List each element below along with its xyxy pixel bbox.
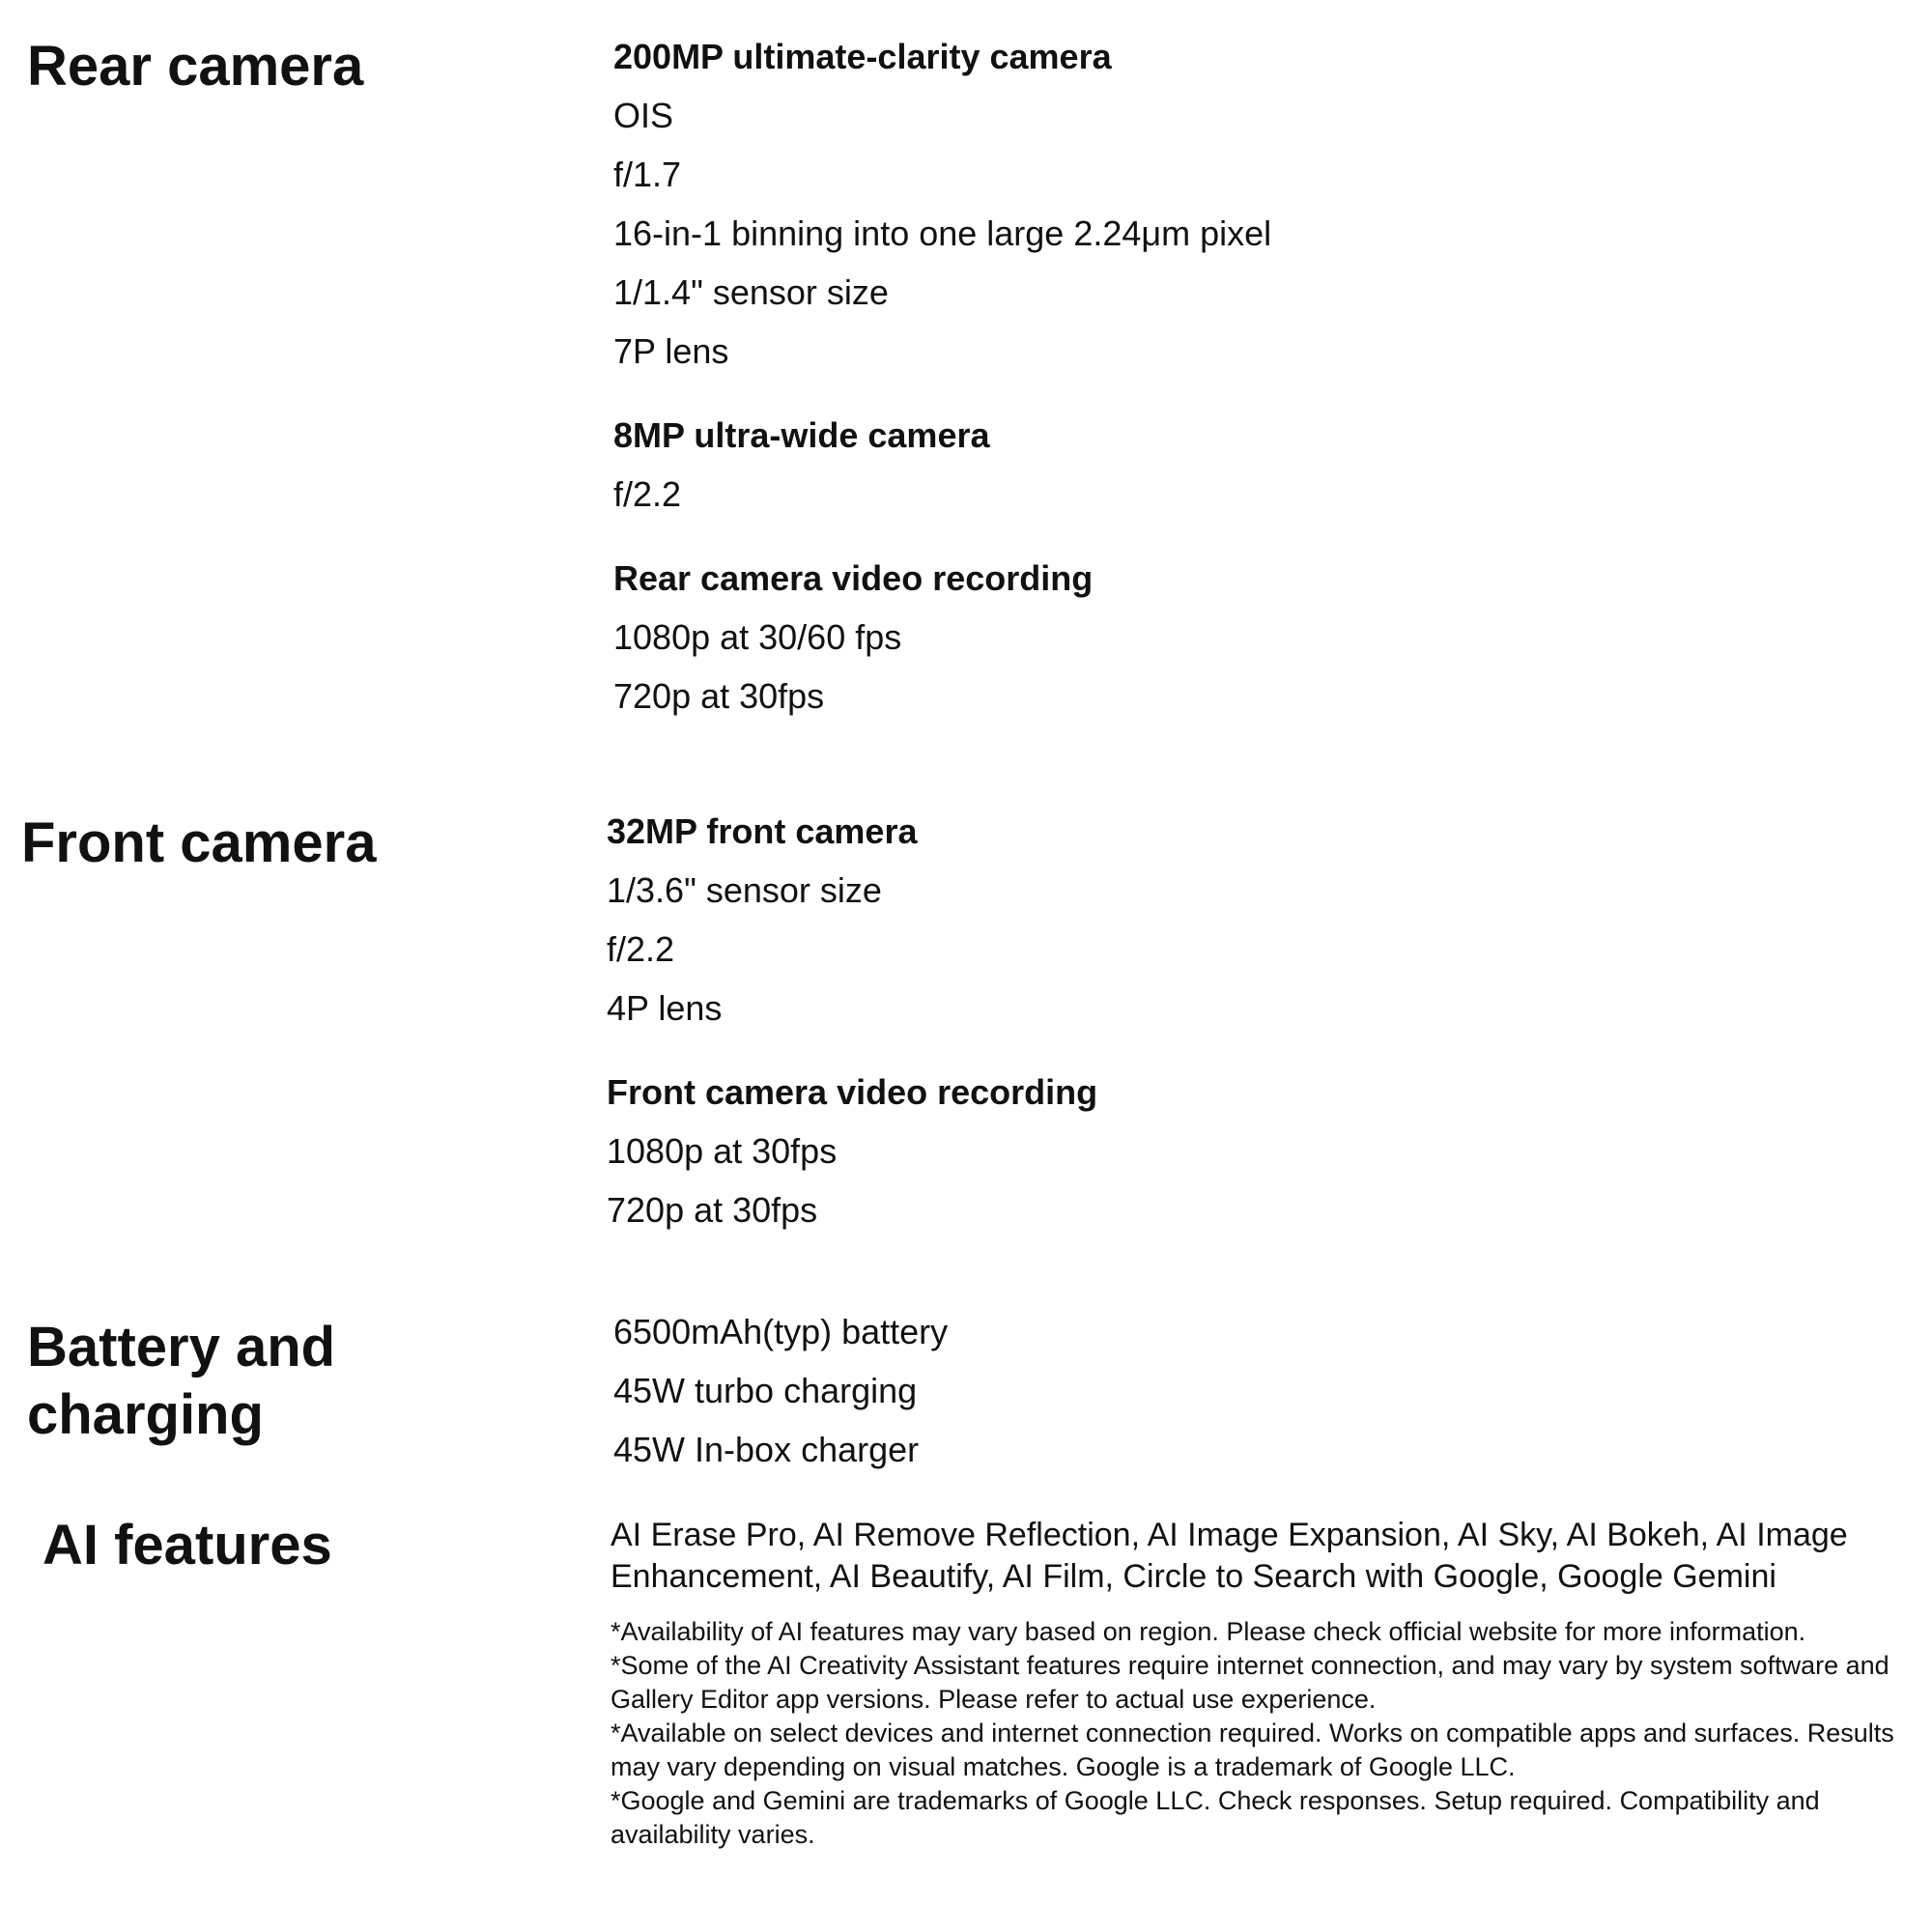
spec-item: f/2.2 (607, 929, 675, 969)
spec-item: 1/1.4" sensor size (613, 272, 889, 312)
spec-item: 16-in-1 binning into one large 2.24μm pixel (613, 213, 1272, 253)
front-main-camera-group (607, 802, 1097, 1037)
rear-camera-heading: Rear camera (27, 35, 364, 98)
footnote: *Some of the AI Creativity Assistant features require internet connection, and may vary by system software and Gallery Editor app versions. Please refer to actual use experience. (611, 1651, 1889, 1714)
spec-item: 6500mAh(typ) battery (613, 1312, 949, 1351)
spec-item: 1/3.6" sensor size (607, 870, 882, 910)
rear-video-group (613, 549, 1271, 725)
spec-item: f/1.7 (613, 155, 682, 194)
rear-video-title: Rear camera video recording (613, 558, 1094, 598)
spec-item: 1080p at 30/60 fps (613, 617, 902, 657)
spec-item: 45W In-box charger (613, 1430, 920, 1469)
spec-item: 45W turbo charging (613, 1371, 918, 1410)
spec-item: 7P lens (613, 331, 729, 371)
footnote: *Available on select devices and internet connection required. Works on compatible apps and surfaces. Results may vary depending on visual matches. Google is a trademark of Google LLC. (611, 1719, 1894, 1781)
rear-main-camera-title: 200MP ultimate-clarity camera (613, 37, 1112, 76)
spec-item: 1080p at 30fps (607, 1131, 838, 1171)
front-video-group (607, 1063, 1097, 1239)
front-camera-specs (607, 802, 1097, 1264)
front-main-camera-title: 32MP front camera (607, 811, 918, 851)
spec-item: OIS (613, 96, 674, 135)
rear-ultrawide-camera-title: 8MP ultra-wide camera (613, 415, 990, 455)
footnote: *Availability of AI features may vary based on region. Please check official website for more information. (611, 1617, 1806, 1646)
ai-features-list: AI Erase Pro, AI Remove Reflection, AI Image Expansion, AI Sky, AI Bokeh, AI Image Enhancement, AI Beautify, AI Film, Circle to Search with Google, Google Gemini (611, 1517, 1848, 1595)
rear-main-camera-group (613, 27, 1271, 381)
battery-heading-line2: charging (27, 1383, 264, 1446)
spec-item: 4P lens (607, 988, 723, 1028)
spec-item: 720p at 30fps (607, 1190, 818, 1230)
ai-footnotes (611, 1615, 1932, 1852)
spec-item: 720p at 30fps (613, 676, 825, 716)
footnote: *Google and Gemini are trademarks of Google LLC. Check responses. Setup required. Compatibility and availability varies. (611, 1786, 1820, 1849)
front-video-title: Front camera video recording (607, 1072, 1098, 1112)
spec-item: f/2.2 (613, 474, 682, 514)
battery-specs (613, 1302, 948, 1479)
ai-features-specs (611, 1515, 1932, 1852)
battery-heading-line1: Battery and (27, 1316, 336, 1378)
front-camera-heading: Front camera (21, 811, 377, 874)
ai-features-heading: AI features (43, 1514, 332, 1577)
battery-heading (27, 1314, 335, 1449)
rear-camera-specs (613, 27, 1271, 751)
rear-ultrawide-camera-group (613, 406, 1271, 524)
